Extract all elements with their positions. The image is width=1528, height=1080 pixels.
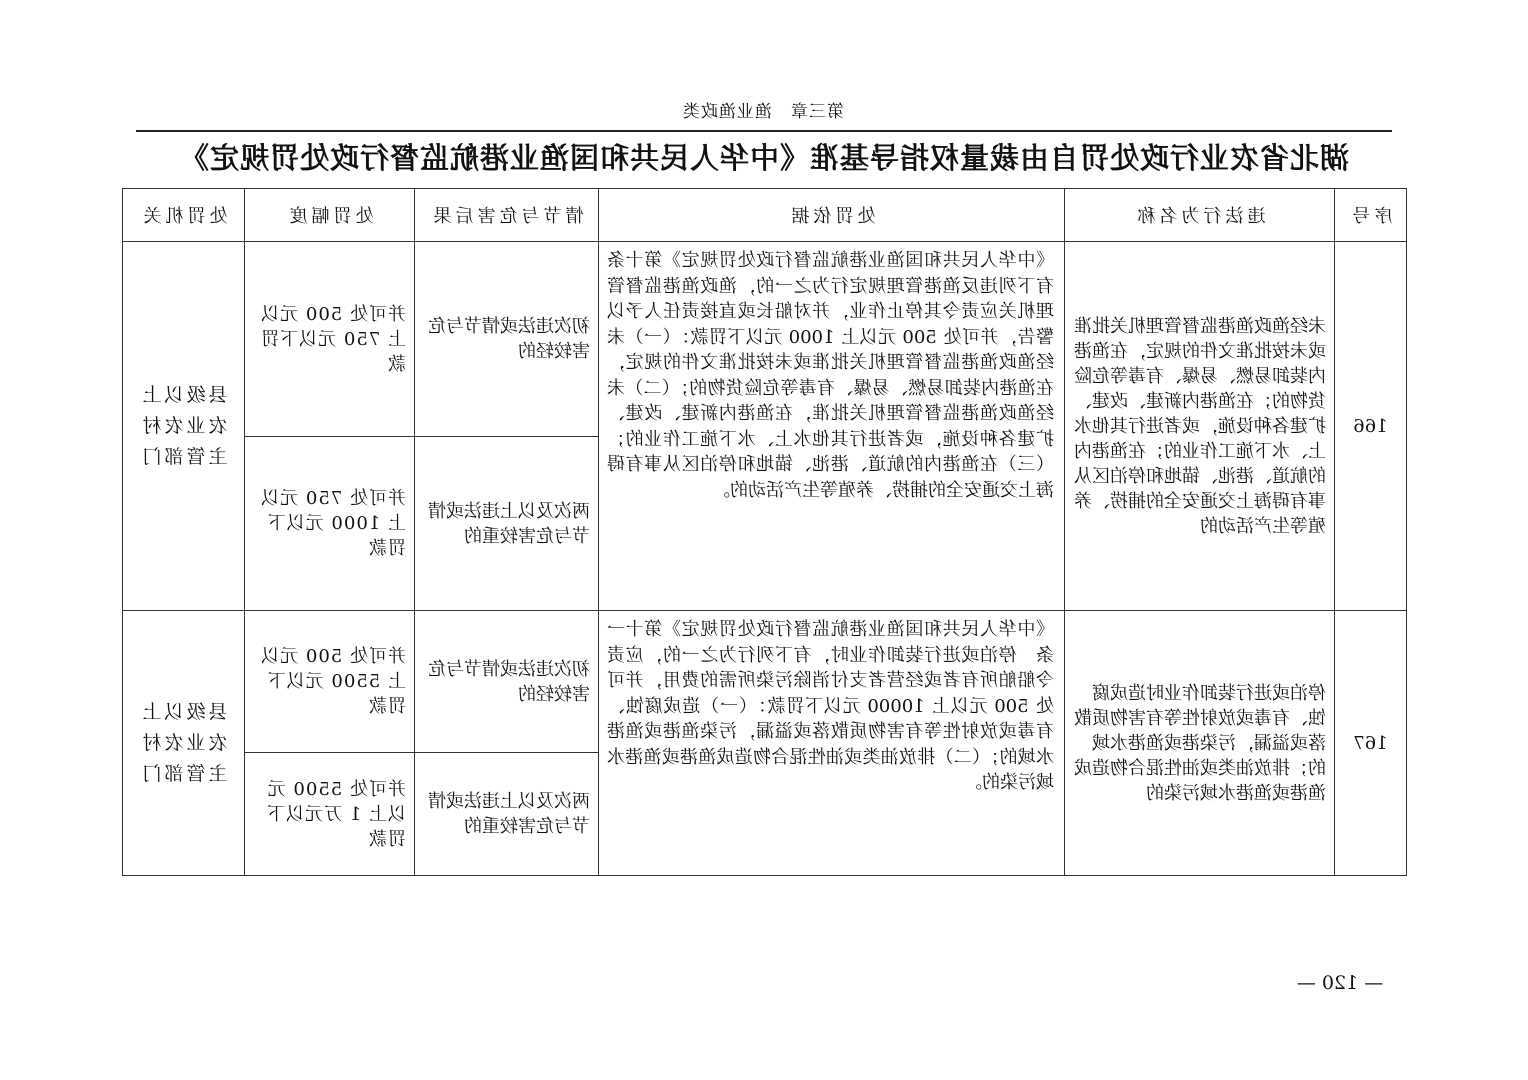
authority-cell (123, 242, 245, 611)
penalty-range: 并可处 500 元以上 750 元以下罚款 (260, 303, 406, 375)
page-number: — 120 — (1296, 972, 1384, 994)
column-header-behavior: 违法行为名称 (1065, 189, 1335, 242)
consequence-level: 初次违法或情节与危害较轻的 (428, 658, 590, 705)
chapter-header (0, 98, 1528, 126)
table-header-row (123, 189, 1407, 242)
column-header-range: 处罚幅度 (245, 189, 415, 242)
penalty-basis: 《中华人民共和国渔业港航监督行政处罚规定》第十一条 停泊或进行装卸作业时，有下列行为之一的，应责令船舶所有者或经营者支付消除污染所需的费用，并可处 500 元以上 10000 元以下罚款：（一）造成腐蚀、有毒或放射性等有害物质散落或溢漏，污染渔港或渔港水域的；（二）排放油类或油性混合物造成渔港或渔港水域污染的。 (607, 619, 1054, 793)
penalty-authority: 县级以上农业农村主管部门 (139, 700, 228, 785)
penalty-table (122, 188, 1407, 876)
range-cell (245, 753, 415, 876)
penalty-range: 并可处 750 元以上 1000 元以下罚款 (260, 488, 406, 559)
authority-cell (123, 611, 245, 876)
penalty-authority: 县级以上农业农村主管部门 (139, 383, 228, 468)
row-seq-cell (1335, 242, 1407, 611)
consequence-cell (415, 242, 599, 437)
consequence-level: 初次违法或情节与危害较轻的 (428, 316, 590, 362)
column-header-authority: 处罚机关 (123, 189, 245, 242)
chapter-heading: 第三章 渔业渔政类 (682, 102, 844, 122)
consequence-level: 两次及以上违法或情节与危害较重的 (428, 500, 590, 547)
row-seq: 167 (1353, 732, 1388, 754)
range-cell (245, 242, 415, 437)
document-title (0, 134, 1528, 182)
row-basis-cell (589, 242, 1065, 611)
penalty-basis: 《中华人民共和国渔业港航监督行政处罚规定》第十条 有下列违反渔港管理规定行为之一的，渔政渔港监督管理机关应责令其停止作业，并对船长或直接责任人予以警告，并可处 500 元以上 1000 元以下罚款：（一）未经渔政渔港监督管理机关批准或未按批准文件的规定，在渔港内装卸易燃、易爆、有毒等危险货物的；（二）未经渔政渔港监督管理机关批准，在渔港内新建、改建、扩建各种设施，或者进行其他水上、水下施工作业的；（三）在渔港内的航道、港池、锚地和停泊区从事有碍海上交通安全的捕捞、养殖等生产活动的。 (589, 250, 1054, 501)
table-row (123, 242, 1407, 437)
penalty-range: 并可处 500 元以上 5500 元以下罚款 (260, 646, 406, 717)
row-behavior-cell (1065, 242, 1335, 611)
row-behavior-cell (1065, 611, 1335, 876)
consequence-cell (415, 611, 599, 753)
consequence-cell (415, 437, 599, 611)
column-header-consequence: 情节与危害后果 (415, 189, 599, 242)
header-rule (136, 130, 1392, 132)
range-cell (245, 611, 415, 753)
column-header-seq: 序号 (1335, 189, 1407, 242)
violation-name: 停泊或进行装卸作业时造成腐蚀、有毒或放射性等有害物质散落或溢漏，污染港或渔港水域的；排放油类或油性混合物造成渔港或渔港水域污染的 (1074, 682, 1326, 804)
row-seq: 166 (1353, 415, 1388, 437)
violation-name: 未经渔政渔港监督管理机关批准或未按批准文件的规定，在渔港内装卸易燃、易爆、有毒等危险货物的；在渔港内新建、改建、扩建各种设施，或者进行其他水上、水下施工作业的；在渔港内的航道、港池、锚地和停泊区从事有碍海上交通安全的捕捞、养殖等生产活动的 (1074, 315, 1326, 537)
penalty-range: 并可处 5500 元以上 1 万元以下罚款 (266, 778, 406, 850)
range-cell (245, 437, 415, 611)
consequence-level: 两次及以上违法或情节与危害较重的 (428, 791, 590, 837)
table-row (123, 611, 1407, 753)
row-basis-cell (599, 611, 1065, 876)
consequence-cell (415, 753, 599, 876)
row-seq-cell (1335, 611, 1407, 876)
document-title-text: 湖北省农业行政处罚自由裁量权指导基准《中华人民共和国渔业港航监督行政处罚规定》 (179, 141, 1350, 175)
column-header-basis: 处罚依据 (599, 189, 1065, 242)
